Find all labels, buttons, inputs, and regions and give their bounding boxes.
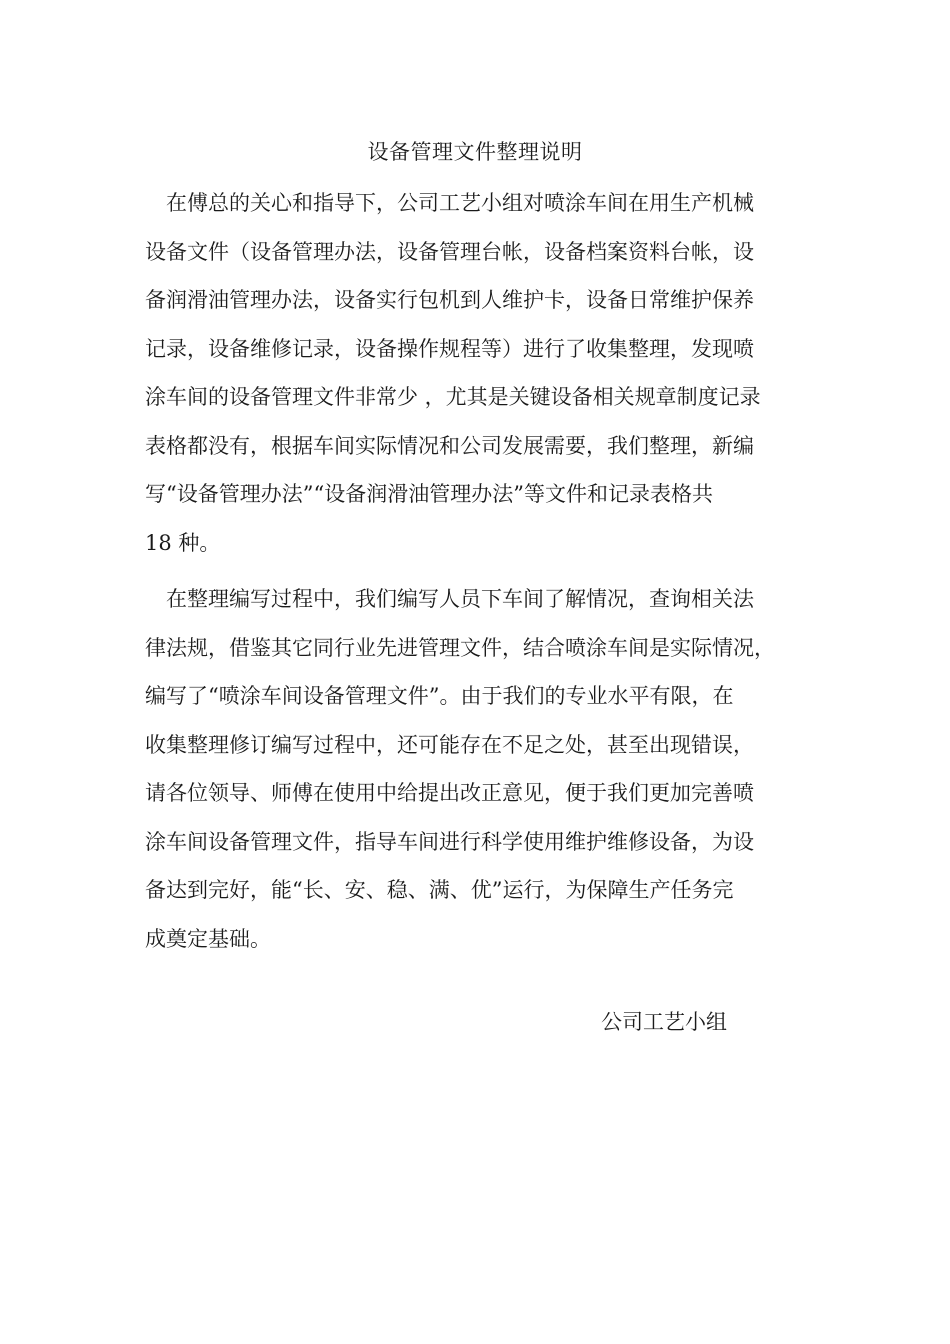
paragraph-line: 在整理编写过程中，我们编写人员下车间了解情况，查询相关法 xyxy=(166,587,754,611)
signature: 公司工艺小组 xyxy=(601,1010,727,1034)
paragraph-line: 编写了“喷涂车间设备管理文件”。由于我们的专业水平有限，在 xyxy=(145,684,734,708)
document-title: 设备管理文件整理说明 xyxy=(367,140,583,164)
paragraph-line: 备达到完好，能“长、安、稳、满、优”运行，为保障生产任务完 xyxy=(145,878,734,902)
paragraph-line: 涂车间设备管理文件，指导车间进行科学使用维护维修设备，为设 xyxy=(145,829,754,854)
paragraph-line: 记录，设备维修记录，设备操作规程等）进行了收集整理，发现喷 xyxy=(145,336,754,361)
paragraph-line: 18 种。 xyxy=(145,530,221,555)
paragraph-line: 请各位领导、师傅在使用中给提出改正意见，便于我们更加完善喷 xyxy=(145,781,754,805)
paragraph-line: 备润滑油管理办法，设备实行包机到人维护卡，设备日常维护保养 xyxy=(145,288,754,312)
paragraph-line: 涂车间的设备管理文件非常少 ，尤其是关键设备相关规章制度记录 xyxy=(145,385,761,409)
paragraph-line: 表格都没有，根据车间实际情况和公司发展需要，我们整理，新编 xyxy=(145,433,754,458)
paragraph-2 xyxy=(145,575,805,963)
paragraph-line: 设备文件（设备管理办法，设备管理台帐，设备档案资料台帐，设 xyxy=(145,239,754,264)
paragraph-1 xyxy=(145,179,805,567)
paragraph-line: 律法规，借鉴其它同行业先进管理文件，结合喷涂车间是实际情况， xyxy=(145,635,775,660)
document-body xyxy=(145,179,805,963)
paragraph-line: 在傅总的关心和指导下，公司工艺小组对喷涂车间在用生产机械 xyxy=(166,191,754,215)
paragraph-line: 写“设备管理办法”“设备润滑油管理办法”等文件和记录表格共 xyxy=(145,482,713,506)
paragraph-line: 成奠定基础。 xyxy=(145,926,271,951)
paragraph-line: 收集整理修订编写过程中，还可能存在不足之处，甚至出现错误， xyxy=(145,732,754,757)
